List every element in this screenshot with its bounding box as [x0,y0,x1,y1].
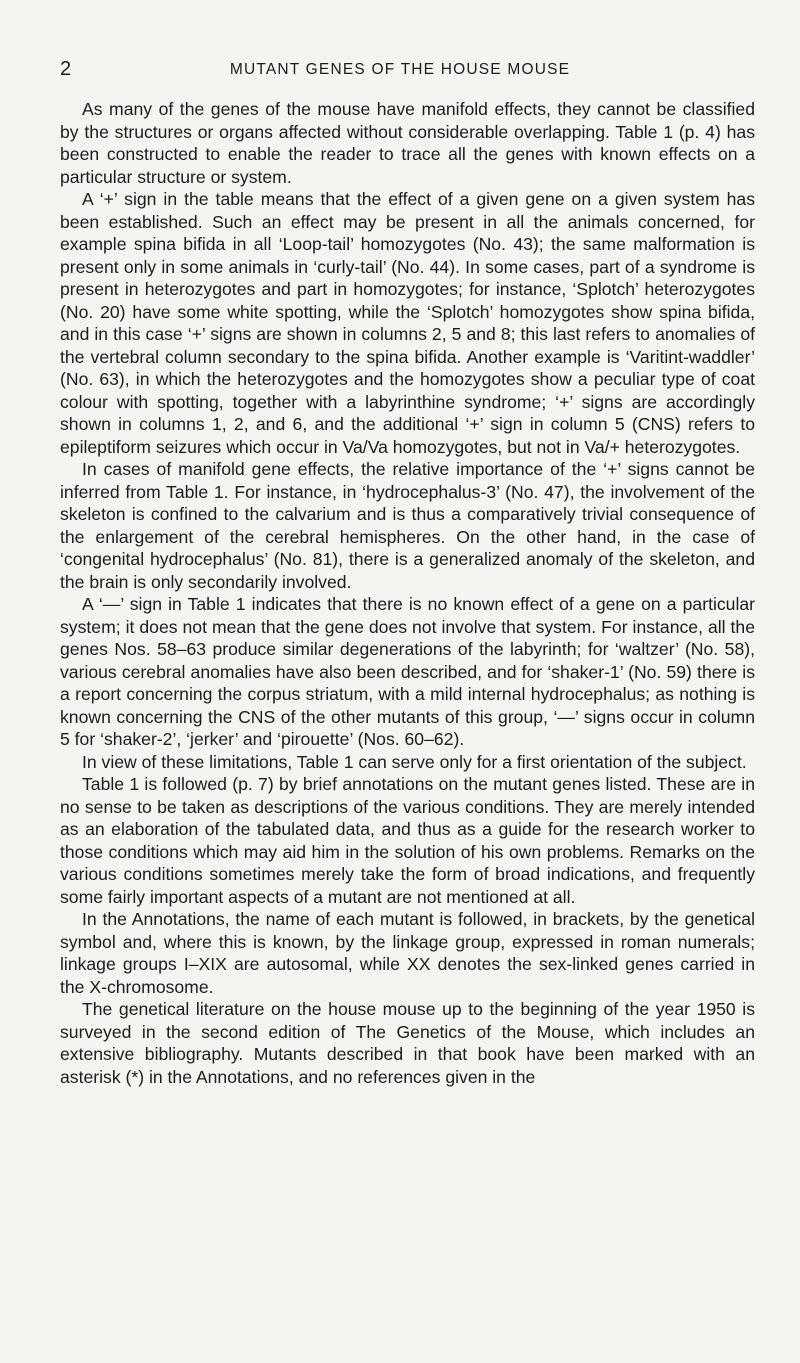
page-number: 2 [60,58,72,80]
body-text [60,98,755,1088]
running-title: MUTANT GENES OF THE HOUSE MOUSE [229,61,571,78]
paragraph-8: The genetical literature on the house mouse up to the beginning of the year 1950 is surveyed in the second edition of The Genetics of the Mouse, which includes an extensive bibliography. Mutants described in that book have been marked with an asterisk (*) in the Annotations, and no references given in the [60,999,755,1087]
paragraph-3: In cases of manifold gene effects, the relative importance of the ‘+’ signs cannot be inferred from Table 1. For instance, in ‘hydrocephalus-3’ (No. 47), the involvement of the skeleton is confined to the calvarium and is thus a comparatively trivial consequence of the enlargement of the cerebral hemispheres. On the other hand, in the case of ‘congenital hydrocephalus’ (No. 81), there is a generalized anomaly of the skeleton, and the brain is only secondarily involved. [60,459,755,592]
paragraph-5: In view of these limitations, Table 1 can serve only for a first orientation of the subject. [82,751,747,772]
paragraph-1: As many of the genes of the mouse have manifold effects, they cannot be classified by the structures or organs affected without considerable overlapping. Table 1 (p. 4) has been constructed to enable the reader to trace all the genes with known effects on a particular structure or system. [60,99,755,187]
paragraph-7: In the Annotations, the name of each mutant is followed, in brackets, by the genetical symbol and, where this is known, by the linkage group, expressed in roman numerals; linkage groups I–XIX are autosomal, while XX denotes the sex-linked genes carried in the X-chromosome. [60,909,755,997]
page-header [60,58,740,88]
paragraph-2: A ‘+’ sign in the table means that the effect of a given gene on a given system has been established. Such an effect may be present in all the animals concerned, for example spina bifida in all ‘Loop-tail’ homozygotes (No. 43); the same malformation is present only in some animals in ‘curly-tail’ (No. 44). In some cases, part of a syndrome is present in heterozygotes and part in homozygotes; for instance, ‘Splotch’ heterozygotes (No. 20) have some white spotting, while the ‘Splotch’ homozygotes show spina bifida, and in this case ‘+’ signs are shown in columns 2, 5 and 8; this last refers to anomalies of the vertebral column secondary to the spina bifida. Another example is ‘Varitint-waddler’ (No. 63), in which the heterozygotes and the homozygotes show a peculiar type of coat colour with spotting, together with a labyrinthine syndrome; ‘+’ signs are accordingly shown in columns 1, 2, and 6, and the additional ‘+’ sign in column 5 (CNS) refers to epileptiform seizures which occur in Va/Va homozygotes, but not in Va/+ heterozygotes. [60,189,755,457]
paragraph-4: A ‘—’ sign in Table 1 indicates that there is no known effect of a gene on a particular system; it does not mean that the gene does not involve that system. For instance, all the genes Nos. 58–63 produce similar degenerations of the labyrinth; for ‘waltzer’ (No. 58), various cerebral anomalies have also been described, and for ‘shaker-1’ (No. 59) there is a report concerning the corpus striatum, with a mild internal hydrocephalus; as nothing is known concerning the CNS of the other mutants of this group, ‘—’ signs occur in column 5 for ‘shaker-2’, ‘jerker’ and ‘pirouette’ (Nos. 60–62). [60,594,755,749]
paragraph-6: Table 1 is followed (p. 7) by brief annotations on the mutant genes listed. These are in no sense to be taken as descriptions of the various conditions. They are merely intended as an elaboration of the tabulated data, and thus as a guide for the research worker to those conditions which may aid him in the solution of his own problems. Remarks on the various conditions sometimes merely take the form of broad indications, and frequently some fairly important aspects of a mutant are not mentioned at all. [60,774,755,907]
